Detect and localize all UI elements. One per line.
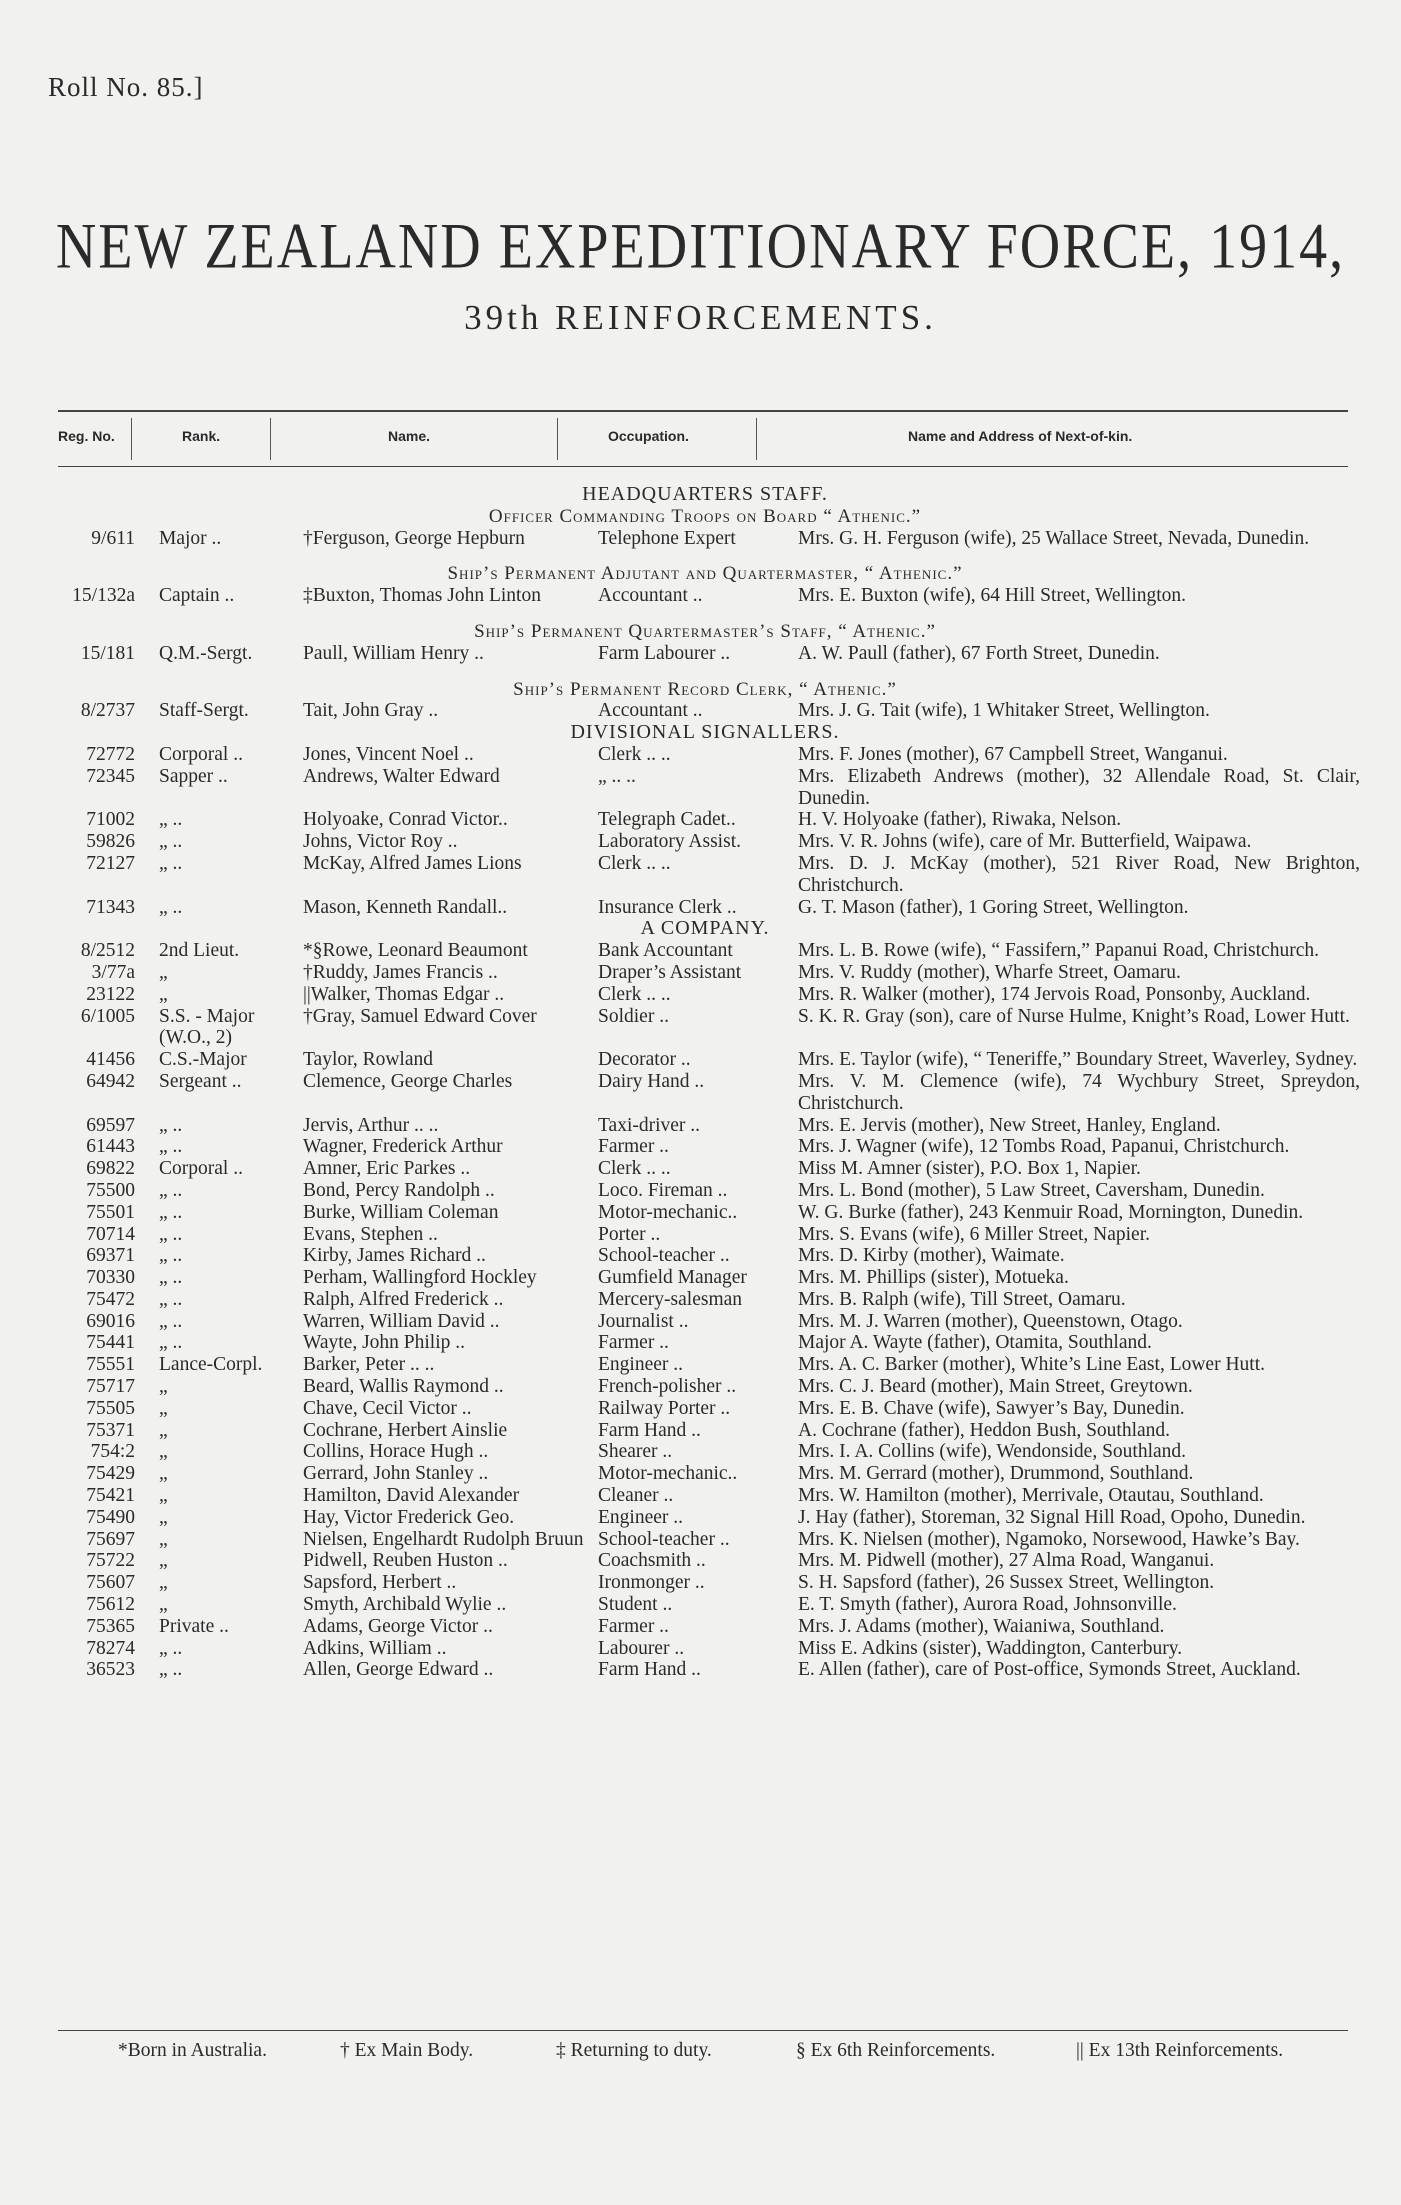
next-of-kin: Mrs. G. H. Ferguson (wife), 25 Wallace Street, Nevada, Dunedin. <box>798 527 1310 549</box>
rank: „ <box>159 1506 168 1528</box>
roll-row <box>50 1572 1360 1594</box>
next-of-kin: Mrs. M. J. Warren (mother), Queenstown, Otago. <box>798 1310 1183 1332</box>
next-of-kin: Mrs. K. Nielsen (mother), Ngamoko, Norsewood, Hawke’s Bay. <box>798 1528 1300 1550</box>
roll-row <box>50 809 1360 831</box>
rank: „ .. <box>159 1136 183 1158</box>
rank: „ .. <box>159 896 183 918</box>
reg-number: 75722 <box>86 1550 135 1572</box>
occupation: School-teacher .. <box>598 1528 730 1550</box>
roll-row <box>50 1441 1360 1463</box>
rank: „ <box>159 1572 168 1594</box>
occupation: Motor-mechanic.. <box>598 1463 738 1485</box>
rank: „ <box>159 1419 168 1441</box>
reg-number: 75365 <box>86 1615 135 1637</box>
subsection-heading: Ship’s Permanent Adjutant and Quartermaster, “ Athenic.” <box>447 563 963 585</box>
roll-row <box>50 528 1360 550</box>
soldier-name: Sapsford, Herbert .. <box>303 1572 457 1594</box>
next-of-kin: Mrs. J. G. Tait (wife), 1 Whitaker Street, Wellington. <box>798 700 1210 722</box>
col-divider <box>270 418 271 460</box>
soldier-name: Gerrard, John Stanley .. <box>303 1463 489 1485</box>
occupation: Telegraph Cadet.. <box>598 809 736 831</box>
soldier-name: Mason, Kenneth Randall.. <box>303 896 508 918</box>
next-of-kin: Mrs. M. Pidwell (mother), 27 Alma Road, Wanganui. <box>798 1550 1215 1572</box>
roll-row <box>50 853 1360 897</box>
roll-row <box>50 940 1360 962</box>
col-header-name: Name. <box>388 428 431 444</box>
reg-number: 6/1005 <box>80 1005 135 1027</box>
reg-number: 72345 <box>86 765 135 787</box>
next-of-kin: Mrs. M. Gerrard (mother), Drummond, Southland. <box>798 1463 1194 1485</box>
page-subtitle: 39th REINFORCEMENTS. <box>464 298 937 337</box>
next-of-kin: Mrs. M. Phillips (sister), Motueka. <box>798 1267 1069 1289</box>
reg-number: 75371 <box>86 1419 135 1441</box>
occupation: Farm Hand .. <box>598 1419 701 1441</box>
roll-number: Roll No. 85.] <box>48 72 204 102</box>
soldier-name: Warren, William David .. <box>303 1310 500 1332</box>
occupation: Decorator .. <box>598 1049 691 1071</box>
subsection-heading: Ship’s Permanent Quartermaster’s Staff, “ Athenic.” <box>474 620 936 642</box>
section-heading: A COMPANY. <box>640 917 770 940</box>
rank: „ <box>159 961 168 983</box>
reg-number: 75717 <box>86 1376 135 1398</box>
reg-number: 23122 <box>86 983 135 1005</box>
next-of-kin: Mrs. S. Evans (wife), 6 Miller Street, Napier. <box>798 1223 1151 1245</box>
soldier-name: Evans, Stephen .. <box>303 1223 438 1245</box>
rank: „ .. <box>159 1114 183 1136</box>
occupation: Cleaner .. <box>598 1485 674 1507</box>
soldier-name: Burke, William Coleman <box>303 1201 499 1223</box>
header-bottom-rule <box>58 466 1348 467</box>
next-of-kin: Mrs. V. M. Clemence (wife), 74 Wychbury Street, Spreydon, Christchurch. <box>798 1070 1360 1114</box>
soldier-name: Clemence, George Charles <box>303 1070 513 1092</box>
roll-row <box>50 1115 1360 1137</box>
soldier-name: Pidwell, Reuben Huston .. <box>303 1550 508 1572</box>
reg-number: 70714 <box>86 1223 135 1245</box>
roll-row <box>50 831 1360 853</box>
roll-row <box>50 1398 1360 1420</box>
rank: „ .. <box>159 1223 183 1245</box>
soldier-name: Perham, Wallingford Hockley <box>303 1267 537 1289</box>
reg-number: 754:2 <box>90 1441 135 1463</box>
soldier-name: Ralph, Alfred Frederick .. <box>303 1288 504 1310</box>
header-top-rule <box>58 410 1348 412</box>
rank: „ <box>159 1441 168 1463</box>
rank: Corporal .. <box>159 743 243 765</box>
reg-number: 69016 <box>86 1310 135 1332</box>
spacer <box>50 607 1360 621</box>
occupation: Clerk .. .. <box>598 852 671 874</box>
roll-row <box>50 1332 1360 1354</box>
soldier-name: Jervis, Arthur .. .. <box>303 1114 439 1136</box>
roll-row <box>50 1006 1360 1050</box>
col-header-reg: Reg. No. <box>58 428 115 444</box>
next-of-kin: Mrs. B. Ralph (wife), Till Street, Oamaru. <box>798 1288 1126 1310</box>
soldier-name: McKay, Alfred James Lions <box>303 852 522 874</box>
next-of-kin: H. V. Holyoake (father), Riwaka, Nelson. <box>798 809 1122 831</box>
col-header-rank: Rank. <box>182 428 221 444</box>
roll-row <box>50 1311 1360 1333</box>
rank: „ <box>159 1485 168 1507</box>
roll-row <box>50 984 1360 1006</box>
reg-number: 75607 <box>86 1572 135 1594</box>
roll-row <box>50 1245 1360 1267</box>
roll-row <box>50 1224 1360 1246</box>
occupation: Journalist .. <box>598 1310 689 1332</box>
next-of-kin: S. K. R. Gray (son), care of Nurse Hulme, Knight’s Road, Lower Hutt. <box>798 1005 1350 1027</box>
occupation: Soldier .. <box>598 1005 669 1027</box>
reg-number: 41456 <box>86 1049 135 1071</box>
occupation: Engineer .. <box>598 1354 684 1376</box>
reg-number: 8/2512 <box>80 940 135 962</box>
next-of-kin: Mrs. E. Jervis (mother), New Street, Hanley, England. <box>798 1114 1221 1136</box>
occupation: Telephone Expert <box>598 527 736 549</box>
occupation: Taxi-driver .. <box>598 1114 701 1136</box>
occupation: Accountant .. <box>598 585 703 607</box>
next-of-kin: Mrs. V. Ruddy (mother), Wharfe Street, Oamaru. <box>798 961 1181 983</box>
roll-row <box>50 1550 1360 1572</box>
next-of-kin: S. H. Sapsford (father), 26 Sussex Street, Wellington. <box>798 1572 1215 1594</box>
soldier-name: Taylor, Rowland <box>303 1049 433 1071</box>
subsection-heading: Ship’s Permanent Record Clerk, “ Athenic.” <box>513 678 897 700</box>
next-of-kin: G. T. Mason (father), 1 Goring Street, Wellington. <box>798 896 1189 918</box>
occupation: Ironmonger .. <box>598 1572 705 1594</box>
spacer <box>50 549 1360 563</box>
rank: „ .. <box>159 1310 183 1332</box>
soldier-name: Nielsen, Engelhardt Rudolph Bruun <box>303 1528 584 1550</box>
next-of-kin: Mrs. E. Buxton (wife), 64 Hill Street, Wellington. <box>798 585 1187 607</box>
soldier-name: *§Rowe, Leonard Beaumont <box>303 940 528 962</box>
reg-number: 75421 <box>86 1485 135 1507</box>
rank: „ <box>159 1550 168 1572</box>
rank: Sergeant .. <box>159 1070 242 1092</box>
soldier-name: Allen, George Edward .. <box>303 1659 494 1681</box>
soldier-name: Paull, William Henry .. <box>303 642 484 664</box>
next-of-kin: Miss E. Adkins (sister), Waddington, Canterbury. <box>798 1637 1183 1659</box>
occupation: Gumfield Manager <box>598 1267 747 1289</box>
next-of-kin: Mrs. W. Hamilton (mother), Merrivale, Otautau, Southland. <box>798 1485 1264 1507</box>
rank: „ .. <box>159 852 183 874</box>
next-of-kin: E. T. Smyth (father), Aurora Road, Johnsonville. <box>798 1594 1177 1616</box>
occupation: Loco. Fireman .. <box>598 1179 728 1201</box>
footnote-sixth: § Ex 6th Reinforcements. <box>796 2040 996 2061</box>
reg-number: 75490 <box>86 1506 135 1528</box>
roll-row <box>50 585 1360 607</box>
roll-row <box>50 1463 1360 1485</box>
occupation: „ .. .. <box>598 765 636 787</box>
soldier-name: Hamilton, David Alexander <box>303 1485 520 1507</box>
soldier-name: Barker, Peter .. .. <box>303 1354 435 1376</box>
reg-number: 72772 <box>86 743 135 765</box>
footnote-main-body: † Ex Main Body. <box>340 2040 474 2061</box>
next-of-kin: Miss M. Amner (sister), P.O. Box 1, Napier. <box>798 1158 1141 1180</box>
reg-number: 9/611 <box>91 527 135 549</box>
rank: „ .. <box>159 1288 183 1310</box>
soldier-name: Cochrane, Herbert Ainslie <box>303 1419 508 1441</box>
occupation: Dairy Hand .. <box>598 1070 705 1092</box>
rank: „ .. <box>159 1201 183 1223</box>
reg-number: 75429 <box>86 1463 135 1485</box>
next-of-kin: Mrs. J. Wagner (wife), 12 Tombs Road, Papanui, Christchurch. <box>798 1136 1290 1158</box>
occupation: Bank Accountant <box>598 940 733 962</box>
rank: Private .. <box>159 1615 229 1637</box>
occupation: Farmer .. <box>598 1136 669 1158</box>
roll-row <box>50 1659 1360 1681</box>
reg-number: 75500 <box>86 1179 135 1201</box>
col-divider <box>557 418 558 460</box>
roll-row <box>50 897 1360 919</box>
occupation: Farm Labourer .. <box>598 642 731 664</box>
reg-number: 75505 <box>86 1397 135 1419</box>
soldier-name: Johns, Victor Roy .. <box>303 831 458 853</box>
roll-row <box>50 1354 1360 1376</box>
rank: Staff-Sergt. <box>159 700 249 722</box>
rank: „ .. <box>159 1637 183 1659</box>
next-of-kin: A. W. Paull (father), 67 Forth Street, Dunedin. <box>798 642 1160 664</box>
soldier-name: Collins, Horace Hugh .. <box>303 1441 489 1463</box>
occupation: Shearer .. <box>598 1441 673 1463</box>
col-header-kin: Name and Address of Next-of-kin. <box>908 428 1133 444</box>
roll-row <box>50 744 1360 766</box>
footer-rule <box>58 2030 1348 2031</box>
reg-number: 71343 <box>86 896 135 918</box>
rank: „ <box>159 1463 168 1485</box>
rank: Corporal .. <box>159 1158 243 1180</box>
soldier-name: †Gray, Samuel Edward Cover <box>303 1005 537 1027</box>
rank: „ <box>159 1594 168 1616</box>
footnote-thirteenth: || Ex 13th Reinforcements. <box>1076 2040 1284 2061</box>
roll-row <box>50 1594 1360 1616</box>
col-divider <box>756 418 757 460</box>
reg-number: 69597 <box>86 1114 135 1136</box>
reg-number: 71002 <box>86 809 135 831</box>
next-of-kin: Mrs. F. Jones (mother), 67 Campbell Street, Wanganui. <box>798 743 1228 765</box>
col-divider <box>131 418 132 460</box>
soldier-name: ‡Buxton, Thomas John Linton <box>303 585 541 607</box>
rank: S.S. - Major (W.O., 2) <box>159 1005 255 1049</box>
occupation: Engineer .. <box>598 1506 684 1528</box>
reg-number: 15/132a <box>72 585 135 607</box>
rank: „ .. <box>159 1267 183 1289</box>
occupation: Farm Hand .. <box>598 1659 701 1681</box>
reg-number: 8/2737 <box>80 700 135 722</box>
rank: „ .. <box>159 1659 183 1681</box>
soldier-name: Adkins, William .. <box>303 1637 447 1659</box>
rank: „ <box>159 1397 168 1419</box>
reg-number: 61443 <box>86 1136 135 1158</box>
next-of-kin: Mrs. A. C. Barker (mother), White’s Line East, Lower Hutt. <box>798 1354 1266 1376</box>
footnote-born-australia: *Born in Australia. <box>118 2040 267 2061</box>
roll-row <box>50 1420 1360 1442</box>
reg-number: 72127 <box>86 852 135 874</box>
roll-row <box>50 643 1360 665</box>
rank: Lance-Corpl. <box>159 1354 263 1376</box>
col-header-occupation: Occupation. <box>608 428 689 444</box>
rank: C.S.-Major <box>159 1049 247 1071</box>
roll-row <box>50 1289 1360 1311</box>
roll-row <box>50 1049 1360 1071</box>
roll-row <box>50 1202 1360 1224</box>
roll-row <box>50 1529 1360 1551</box>
reg-number: 75697 <box>86 1528 135 1550</box>
rank: „ .. <box>159 1245 183 1267</box>
rank: Captain .. <box>159 585 235 607</box>
next-of-kin: Mrs. E. B. Chave (wife), Sawyer’s Bay, Dunedin. <box>798 1397 1185 1419</box>
roll-row <box>50 1485 1360 1507</box>
reg-number: 70330 <box>86 1267 135 1289</box>
soldier-name: Chave, Cecil Victor .. <box>303 1397 472 1419</box>
next-of-kin: Mrs. I. A. Collins (wife), Wendonside, Southland. <box>798 1441 1187 1463</box>
reg-number: 3/77a <box>91 961 135 983</box>
next-of-kin: Major A. Wayte (father), Otamita, Southland. <box>798 1332 1152 1354</box>
rank: „ <box>159 983 168 1005</box>
rank: „ .. <box>159 809 183 831</box>
soldier-name: ||Walker, Thomas Edgar .. <box>303 983 505 1005</box>
rank: Q.M.-Sergt. <box>159 642 253 664</box>
rank: „ .. <box>159 1179 183 1201</box>
roll-row <box>50 700 1360 722</box>
spacer <box>50 665 1360 679</box>
occupation: Draper’s Assistant <box>598 961 742 983</box>
roll-row <box>50 766 1360 810</box>
reg-number: 64942 <box>86 1070 135 1092</box>
rank: Major .. <box>159 527 222 549</box>
reg-number: 75501 <box>86 1201 135 1223</box>
occupation: Accountant .. <box>598 700 703 722</box>
soldier-name: Beard, Wallis Raymond .. <box>303 1376 504 1398</box>
occupation: Laboratory Assist. <box>598 831 741 853</box>
reg-number: 78274 <box>86 1637 135 1659</box>
section-heading: DIVISIONAL SIGNALLERS. <box>570 721 840 744</box>
reg-number: 75551 <box>86 1354 135 1376</box>
reg-number: 36523 <box>86 1659 135 1681</box>
occupation: Mercery-salesman <box>598 1288 743 1310</box>
occupation: Farmer .. <box>598 1332 669 1354</box>
soldier-name: Tait, John Gray .. <box>303 700 439 722</box>
next-of-kin: Mrs. R. Walker (mother), 174 Jervois Road, Ponsonby, Auckland. <box>798 983 1311 1005</box>
subsection-heading: Officer Commanding Troops on Board “ Athenic.” <box>488 505 922 527</box>
reg-number: 75441 <box>86 1332 135 1354</box>
occupation: Farmer .. <box>598 1615 669 1637</box>
next-of-kin: J. Hay (father), Storeman, 32 Signal Hill Road, Opoho, Dunedin. <box>798 1506 1306 1528</box>
occupation: French-polisher .. <box>598 1376 737 1398</box>
soldier-name: †Ruddy, James Francis .. <box>303 961 498 983</box>
soldier-name: †Ferguson, George Hepburn <box>303 527 525 549</box>
next-of-kin: Mrs. D. Kirby (mother), Waimate. <box>798 1245 1065 1267</box>
reg-number: 75472 <box>86 1288 135 1310</box>
next-of-kin: Mrs. D. J. McKay (mother), 521 River Road, New Brighton, Christchurch. <box>798 852 1360 896</box>
reg-number: 69371 <box>86 1245 135 1267</box>
occupation: Student .. <box>598 1594 673 1616</box>
reg-number: 59826 <box>86 831 135 853</box>
soldier-name: Wagner, Frederick Arthur <box>303 1136 503 1158</box>
roll-row <box>50 1507 1360 1529</box>
soldier-name: Adams, George Victor .. <box>303 1615 493 1637</box>
next-of-kin: Mrs. C. J. Beard (mother), Main Street, Greytown. <box>798 1376 1193 1398</box>
occupation: Porter .. <box>598 1223 661 1245</box>
next-of-kin: A. Cochrane (father), Heddon Bush, Southland. <box>798 1419 1171 1441</box>
occupation: Insurance Clerk .. <box>598 896 737 918</box>
roll-table <box>50 484 1360 1681</box>
roll-row <box>50 1638 1360 1660</box>
soldier-name: Amner, Eric Parkes .. <box>303 1158 471 1180</box>
occupation: School-teacher .. <box>598 1245 730 1267</box>
occupation: Clerk .. .. <box>598 983 671 1005</box>
next-of-kin: Mrs. Elizabeth Andrews (mother), 32 Allendale Road, St. Clair, Dunedin. <box>798 765 1360 809</box>
page-title: NEW ZEALAND EXPEDITIONARY FORCE, 1914, <box>55 211 1346 283</box>
next-of-kin: Mrs. J. Adams (mother), Waianiwa, Southland. <box>798 1615 1165 1637</box>
reg-number: 75612 <box>86 1594 135 1616</box>
occupation: Coachsmith .. <box>598 1550 706 1572</box>
soldier-name: Kirby, James Richard .. <box>303 1245 486 1267</box>
soldier-name: Jones, Vincent Noel .. <box>303 743 474 765</box>
rank: „ .. <box>159 1332 183 1354</box>
reg-number: 15/181 <box>80 642 135 664</box>
roll-row <box>50 1180 1360 1202</box>
soldier-name: Hay, Victor Frederick Geo. <box>303 1506 515 1528</box>
next-of-kin: Mrs. E. Taylor (wife), “ Teneriffe,” Boundary Street, Waverley, Sydney. <box>798 1049 1358 1071</box>
occupation: Clerk .. .. <box>598 1158 671 1180</box>
occupation: Railway Porter .. <box>598 1397 731 1419</box>
rank: „ <box>159 1376 168 1398</box>
roll-row <box>50 1136 1360 1158</box>
next-of-kin: E. Allen (father), care of Post-office, Symonds Street, Auckland. <box>798 1659 1301 1681</box>
soldier-name: Wayte, John Philip .. <box>303 1332 466 1354</box>
reg-number: 69822 <box>86 1158 135 1180</box>
next-of-kin: Mrs. V. R. Johns (wife), care of Mr. Butterfield, Waipawa. <box>798 831 1252 853</box>
occupation: Clerk .. .. <box>598 743 671 765</box>
rank: 2nd Lieut. <box>159 940 240 962</box>
occupation: Motor-mechanic.. <box>598 1201 738 1223</box>
roll-row <box>50 962 1360 984</box>
soldier-name: Bond, Percy Randolph .. <box>303 1179 495 1201</box>
next-of-kin: W. G. Burke (father), 243 Kenmuir Road, Mornington, Dunedin. <box>798 1201 1304 1223</box>
occupation: Labourer .. <box>598 1637 685 1659</box>
rank: „ .. <box>159 831 183 853</box>
rank: „ <box>159 1528 168 1550</box>
roll-row <box>50 1267 1360 1289</box>
soldier-name: Smyth, Archibald Wylie .. <box>303 1594 507 1616</box>
footnote-returning: ‡ Returning to duty. <box>556 2040 712 2061</box>
roll-row <box>50 1071 1360 1115</box>
next-of-kin: Mrs. L. B. Rowe (wife), “ Fassifern,” Papanui Road, Christchurch. <box>798 940 1319 962</box>
roll-row <box>50 1158 1360 1180</box>
roll-row <box>50 1616 1360 1638</box>
soldier-name: Holyoake, Conrad Victor.. <box>303 809 508 831</box>
soldier-name: Andrews, Walter Edward <box>303 765 500 787</box>
roll-row <box>50 1376 1360 1398</box>
next-of-kin: Mrs. L. Bond (mother), 5 Law Street, Caversham, Dunedin. <box>798 1179 1265 1201</box>
section-heading: HEADQUARTERS STAFF. <box>582 483 828 505</box>
rank: Sapper .. <box>159 765 228 787</box>
